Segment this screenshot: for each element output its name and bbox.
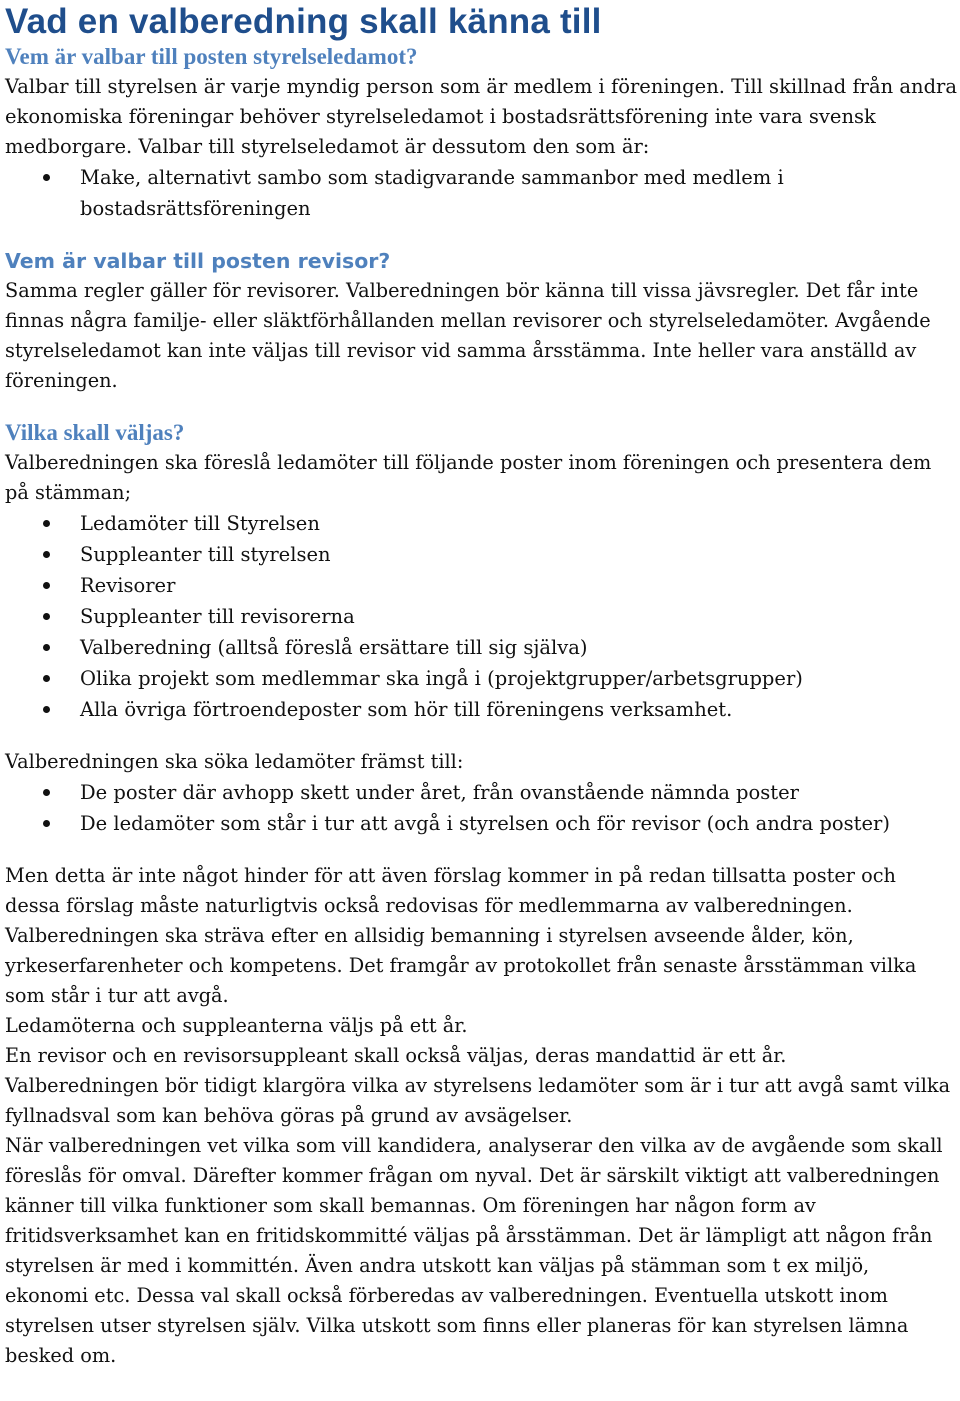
bullet-list-poster	[5, 508, 957, 725]
paragraph-valjs-ett-ar: Ledamöterna och suppleanterna väljs på ett år.	[5, 1014, 468, 1037]
paragraph-foresla-ledamoter: Valberedningen ska föreslå ledamöter till följande poster inom föreningen och presentera dem på stämman;	[5, 451, 932, 504]
bullet-icon	[43, 613, 50, 620]
list-item: Make, alternativt sambo som stadigvarande sammanbor med medlem i bostadsrättsföreningen	[5, 162, 957, 224]
paragraph-klargora: Valberedningen bör tidigt klargöra vilka av styrelsens ledamöter som är i tur att avgå samt vilka fyllnadsval som kan behöva göras på grund av avsägelser.	[5, 1074, 951, 1127]
paragraph-soka-ledamoter: Valberedningen ska söka ledamöter främst till:	[5, 750, 464, 773]
bullet-list-valbar	[5, 162, 957, 224]
bullet-icon	[43, 789, 50, 796]
bullet-icon	[43, 644, 50, 651]
document-page	[5, 0, 957, 1371]
page-title: Vad en valberedning skall känna till	[5, 2, 602, 41]
paragraph-valbar-styrelse: Valbar till styrelsen är varje myndig person som är medlem i föreningen. Till skillnad från andra ekonomiska föreningar behöver styrelseledamot i bostadsrättsförening inte vara svensk medborgare. Valbar till styrelseledamot är dessutom den som är:	[5, 75, 957, 158]
list-item: Suppleanter till revisorerna	[5, 601, 957, 632]
heading-valbar-revisor: Vem är valbar till posten revisor?	[5, 249, 391, 273]
paragraph-revisor-regler: Samma regler gäller för revisorer. Valberedningen bör känna till vissa jävsregler. Det får inte finnas några familje- eller släktförhållanden mellan revisorer och styrelseledamöter. Avgående styrelseledamot kan inte väljas till revisor vid samma årsstämma. Inte heller vara anställd av föreningen.	[5, 279, 931, 392]
bullet-list-soka	[5, 777, 957, 839]
bullet-icon	[43, 820, 50, 827]
list-item: De ledamöter som står i tur att avgå i styrelsen och för revisor (och andra poster)	[5, 808, 957, 839]
list-item: Alla övriga förtroendeposter som hör till föreningens verksamhet.	[5, 694, 957, 725]
list-item: Revisorer	[5, 570, 957, 601]
list-item: Suppleanter till styrelsen	[5, 539, 957, 570]
bullet-icon	[43, 706, 50, 713]
paragraph-kandidera: När valberedningen vet vilka som vill kandidera, analyserar den vilka av de avgående som skall föreslås för omval. Därefter kommer frågan om nyval. Det är särskilt viktigt att valberedningen känner till vilka funktioner som skall bemannas. Om föreningen har någon form av fritidsverksamhet kan en fritidskommitté väljas på årsstämman. Det är lämpligt att någon från styrelsen är med i kommittén. Även andra utskott kan väljas på stämman som t ex miljö, ekonomi etc. Dessa val skall också förberedas av valberedningen. Eventuella utskott inom styrelsen utser styrelsen själv. Vilka utskott som finns eller planeras för kan styrelsen lämna besked om.	[5, 1134, 943, 1367]
paragraph-men-detta: Men detta är inte något hinder för att även förslag kommer in på redan tillsatta poster och dessa förslag måste naturligtvis också redovisas för medlemmarna av valberedningen. Valberedningen ska sträva efter en allsidig bemanning i styrelsen avseende ålder, kön, yrkeserfarenheter och kompetens. Det framgår av protokollet från senaste årsstämman vilka som står i tur att avgå.	[5, 864, 917, 1007]
list-item: Olika projekt som medlemmar ska ingå i (projektgrupper/arbetsgrupper)	[5, 663, 957, 694]
list-item: De poster där avhopp skett under året, från ovanstående nämnda poster	[5, 777, 957, 808]
bullet-icon	[43, 174, 50, 181]
list-item: Valberedning (alltså föreslå ersättare till sig själva)	[5, 632, 957, 663]
bullet-icon	[43, 551, 50, 558]
bullet-icon	[43, 520, 50, 527]
list-item: Ledamöter till Styrelsen	[5, 508, 957, 539]
heading-vilka-skall-valjas: Vilka skall väljas?	[5, 420, 185, 445]
paragraph-revisor-mandattid: En revisor och en revisorsuppleant skall också väljas, deras mandattid är ett år.	[5, 1044, 787, 1067]
heading-valbar-styrelseledamot: Vem är valbar till posten styrelseledamot?	[5, 44, 418, 69]
bullet-icon	[43, 675, 50, 682]
bullet-icon	[43, 582, 50, 589]
